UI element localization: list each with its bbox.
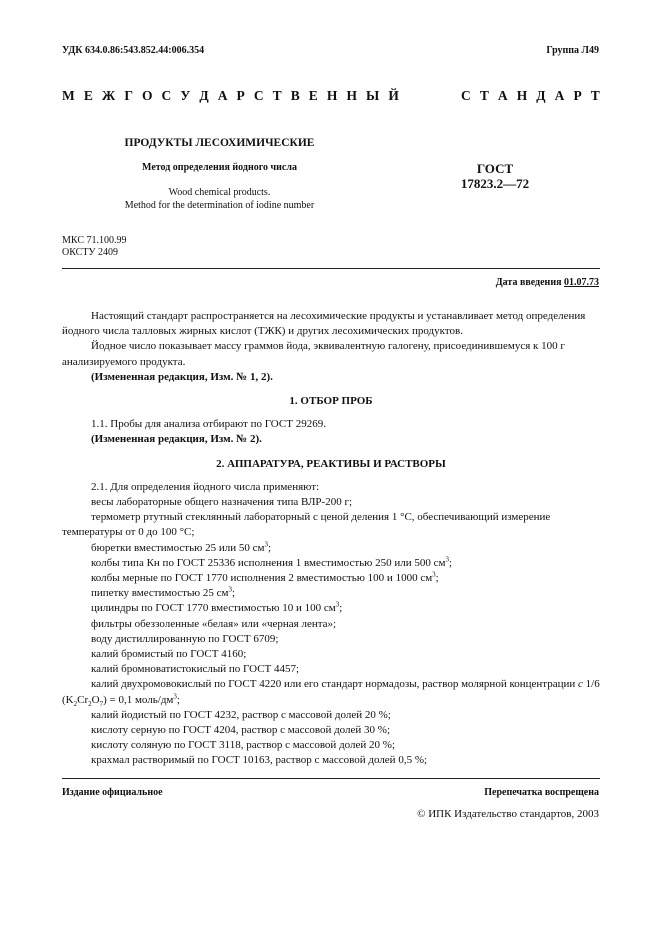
- footer-divider: [62, 778, 600, 779]
- banner-letter: А: [217, 88, 228, 103]
- banner-letter: Й: [388, 88, 399, 103]
- banner-word-gap: [408, 88, 452, 104]
- banner-letter: Д: [199, 88, 209, 103]
- list-item-cylinders: цилиндры по ГОСТ 1770 вместимостью 10 и 100 $см^3$;: [91, 600, 343, 615]
- banner-letter: Ж: [101, 88, 116, 103]
- list-item-water: воду дистиллированную по ГОСТ 6709;: [91, 632, 279, 645]
- group-code: Группа Л49: [546, 45, 599, 56]
- copyright-line: © ИПК Издательство стандартов, 2003: [417, 808, 599, 820]
- banner-letter: Е: [83, 88, 93, 103]
- gost-label: ГОСТ: [476, 161, 514, 176]
- banner-letter: У: [180, 88, 191, 103]
- banner-letter: Р: [573, 88, 582, 103]
- list-item-starch: крахмал растворимый по ГОСТ 10163, раствор с массовой долей 0,5 %;: [91, 754, 428, 767]
- list-item-pipette: пипетку вместимостью 25 $см^3$;: [91, 585, 236, 600]
- banner-letter: С: [161, 88, 172, 103]
- udk-code: УДК 634.0.86:543.852.44:006.354: [62, 45, 205, 56]
- document-body: [62, 309, 600, 769]
- list-item-h2so4: кислоту серную по ГОСТ 4204, раствор с массовой долей 30 %;: [91, 724, 391, 737]
- banner-letter: Е: [308, 88, 318, 103]
- banner-letter: Н: [326, 88, 338, 103]
- list-item-kbro3: калий бромноватистокислый по ГОСТ 4457;: [91, 663, 300, 676]
- effective-date: [496, 277, 599, 288]
- document-subtitle: Метод определения йодного числа: [142, 162, 297, 173]
- banner-letter: Н: [516, 88, 528, 103]
- banner-letter: Ы: [366, 88, 380, 103]
- list-item-scales: весы лабораторные общего назначения типа ВЛР-200 г;: [91, 496, 353, 509]
- okstu-code: ОКСТУ 2409: [62, 247, 119, 258]
- banner-letter: Д: [536, 88, 546, 103]
- banner-letter: Т: [479, 88, 489, 103]
- gost-designation: [435, 161, 555, 191]
- list-item-hcl: кислоту соляную по ГОСТ 3118, раствор с массовой долей 20 %;: [91, 739, 395, 752]
- banner-letter: О: [141, 88, 153, 103]
- banner-letter: С: [461, 88, 471, 103]
- list-item-dichromate: калий двухромовокислый по ГОСТ 4220 или его стандарт нормадозы, раствор молярной концентрации c 1/6 $(K_2Cr_2O_7) = 0,1$ моль/$дм^3$;: [62, 678, 600, 708]
- english-title: [62, 186, 377, 212]
- official-edition-note: Издание официальное: [62, 787, 163, 798]
- banner-letter: Г: [124, 88, 133, 103]
- document-title: ПРОДУКТЫ ЛЕСОХИМИЧЕСКИЕ: [124, 137, 315, 149]
- intro-amendment-note: (Измененная редакция, Изм. № 1, 2).: [91, 370, 273, 383]
- section-1-amendment-note: (Измененная редакция, Изм. № 2).: [91, 433, 262, 446]
- list-item-flasks-volumetric: колбы мерные по ГОСТ 1770 исполнения 2 вместимостью 100 и 1000 $см^3$;: [91, 570, 439, 585]
- intro-paragraph-1: Настоящий стандарт распространяется на лесохимические продукты и устанавливает метод определения йодного числа талловых жирных кислот (ТЖК) и других лесохимических продуктов.: [62, 310, 586, 338]
- section-1-clause-1-1: 1.1. Пробы для анализа отбирают по ГОСТ 29269.: [91, 418, 326, 431]
- english-title-line2: Method for the determination of iodine number: [124, 200, 315, 211]
- effective-date-value: 01.07.73: [564, 277, 599, 288]
- classification-codes: [62, 235, 126, 259]
- section-1-heading: 1. ОТБОР ПРОБ: [289, 395, 373, 408]
- list-item-flasks-kn: колбы типа Кн по ГОСТ 25336 исполнения 1 вместимостью 250 или 500 $см^3$;: [91, 555, 453, 569]
- banner-letter: А: [554, 88, 565, 103]
- header-divider: [62, 268, 600, 269]
- equipment-list: [62, 480, 600, 769]
- gost-number: 17823.2—72: [460, 176, 530, 191]
- banner-letter: М: [62, 88, 75, 103]
- list-item-thermometer: термометр ртутный стеклянный лабораторный с ценой деления 1 °С, обеспечивающий измерение температуры от 0 до 100 °С;: [62, 511, 551, 539]
- list-item-ki: калий йодистый по ГОСТ 4232, раствор с массовой долей 20 %;: [91, 708, 391, 721]
- banner-letter: Н: [346, 88, 357, 103]
- banner-letter: Т: [272, 88, 282, 103]
- english-title-line1: Wood chemical products.: [168, 187, 271, 198]
- banner-letter: Т: [590, 88, 600, 103]
- banner-letter: С: [253, 88, 264, 103]
- reprint-prohibited-note: Перепечатка воспрещена: [484, 787, 599, 798]
- banner-letter: А: [497, 88, 508, 103]
- mks-code: МКС 71.100.99: [62, 235, 127, 246]
- section-2-clause-2-1: 2.1. Для определения йодного числа применяют:: [91, 480, 320, 493]
- effective-date-label: Дата введения: [495, 277, 562, 288]
- banner-letter: Р: [236, 88, 245, 103]
- list-item-kbr: калий бромистый по ГОСТ 4160;: [91, 648, 247, 661]
- title-block: [62, 137, 377, 212]
- interstate-standard-banner: [62, 88, 600, 104]
- list-item-filters: фильтры обеззоленные «белая» или «черная лента»;: [91, 617, 337, 630]
- section-2-heading: 2. АППАРАТУРА, РЕАКТИВЫ И РАСТВОРЫ: [216, 457, 446, 470]
- list-item-burettes: бюретки вместимостью 25 или 50 $см^3$;: [91, 539, 272, 554]
- intro-paragraph-2: Йодное число показывает массу граммов йода, эквивалентную галогену, присоединившемуся к 100 г анализируемого продукта.: [62, 340, 565, 368]
- banner-letter: В: [290, 88, 300, 103]
